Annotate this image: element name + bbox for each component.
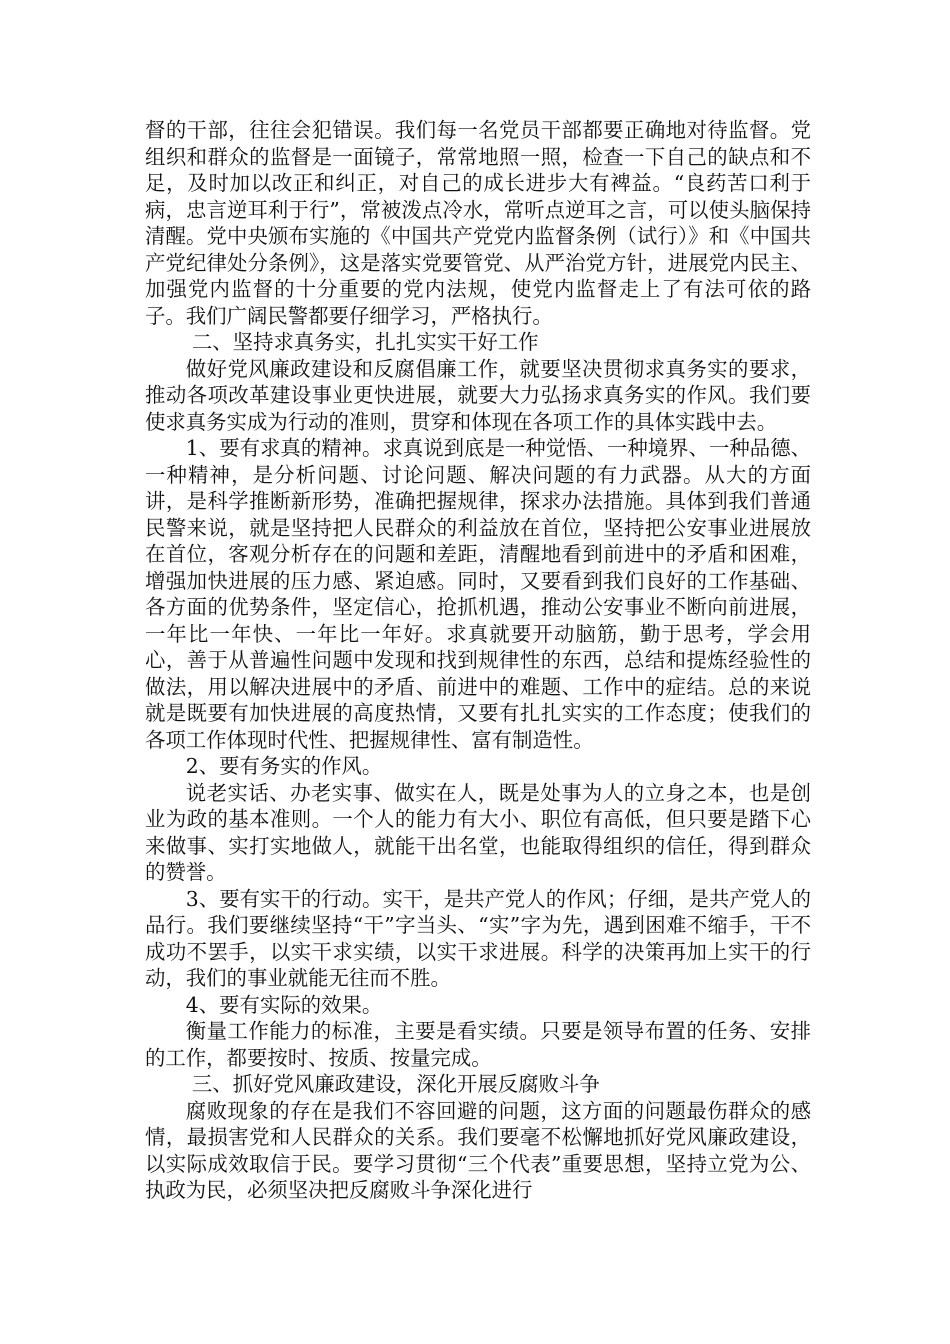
paragraph-item-2-title: 2、要有务实的作风。 [185,754,383,778]
paragraph: 衡量工作能力的标准，主要是看实绩。只要是领导布置的任务、安排的工作，都要按时、按质、按量完成。 [145,1019,811,1070]
paragraph-item-4-title: 4、要有实际的效果。 [185,992,383,1017]
paragraph-item-3: 3、要有实干的行动。实干，是共产党人的作风；仔细，是共产党人的品行。我们要继续坚持“干”字当头、“实”字为先，遇到困难不缩手，干不成功不罢手，以实干求实绩，以实干求进展。科学的决策再加上实干的行动，我们的事业就能无往而不胜。 [145,886,811,990]
section-heading-2: 二、坚持求真务实，扎扎实实干好工作 [191,330,539,354]
paragraph-continued: 督的干部，往往会犯错误。我们每一名党员干部都要正确地对待监督。党组织和群众的监督是一面镜子，常常地照一照，检查一下自己的缺点和不足，及时加以改正和纠正，对自己的成长进步大有裨益。“良药苦口利于病，忠言逆耳利于行”，常被泼点冷水，常听点逆耳之言，可以使头脑保持清醒。党中央颁布实施的《中国共产党党内监督条例（试行）》和《中国共产党纪律处分条例》，这是落实党要管党、从严治党方针，进展党内民主、加强党内监督的十分重要的党内法规，使党内监督走上了有法可依的路子。我们广阔民警都要仔细学习，严格执行。 [145,118,811,328]
paragraph: 做好党风廉政建设和反腐倡廉工作，就要坚决贯彻求真务实的要求，推动各项改革建设事业更快进展，就要大力弘扬求真务实的作风。我们要使求真务实成为行动的准则，贯穿和体现在各项工作的具体实践中去。 [145,356,811,434]
paragraph: 腐败现象的存在是我们不容回避的问题，这方面的问题最伤群众的感情，最损害党和人民群众的关系。我们要毫不松懈地抓好党风廉政建设，以实际成效取信于民。要学习贯彻“三个代表”重要思想，坚持立党为公、执政为民，必须坚决把反腐败斗争深化进行 [145,1098,811,1202]
document-page [145,117,811,1204]
paragraph-item-1: 1、要有求真的精神。求真说到底是一种觉悟、一种境界、一种品德、一种精神，是分析问题、讨论问题、解决问题的有力武器。从大的方面讲，是科学推断新形势，准确把握规律，探求办法措施。具体到我们普通民警来说，就是坚持把人民群众的利益放在首位，坚持把公安事业进展放在首位，客观分析存在的问题和差距，清醒地看到前进中的矛盾和困难，增强加快进展的压力感、紧迫感。同时，又要看到我们良好的工作基础、各方面的优势条件，坚定信心，抢抓机遇，推动公安事业不断向前进展，一年比一年快、一年比一年好。求真就要开动脑筋，勤于思考，学会用心，善于从普遍性问题中发现和找到规律性的东西，总结和提炼经验性的做法，用以解决进展中的矛盾、前进中的难题、工作中的症结。总的来说就是既要有加快进展的高度热情，又要有扎扎实实的工作态度；使我们的各项工作体现时代性、把握规律性、富有制造性。 [145,436,811,752]
paragraph: 说老实话、办老实事、做实在人，既是处事为人的立身之本，也是创业为政的基本准则。一个人的能力有大小、职位有高低，但只要是踏下心来做事、实打实地做人，就能干出名堂，也能取得组织的信任，得到群众的赞誉。 [145,780,811,884]
section-heading-3: 三、抓好党风廉政建设，深化开展反腐败斗争 [191,1072,600,1096]
